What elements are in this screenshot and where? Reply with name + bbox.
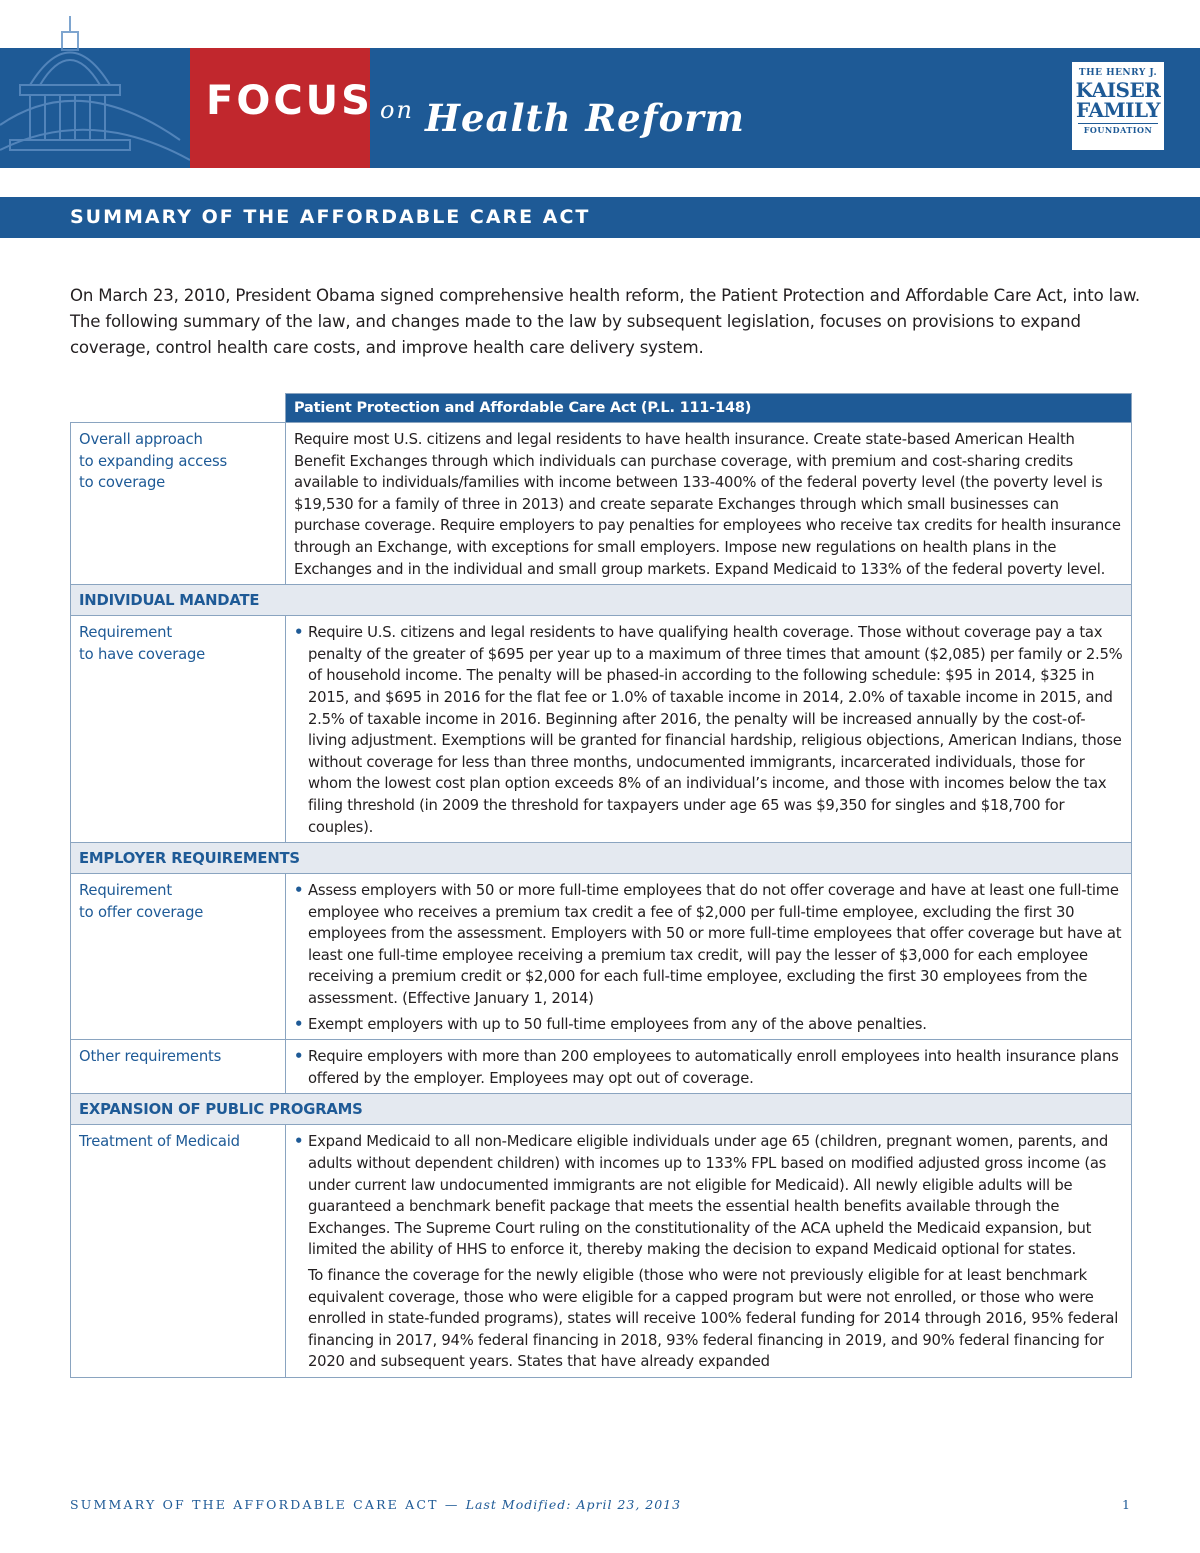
capitol-dome-icon [0, 10, 190, 168]
list-item [294, 1131, 1123, 1261]
header-banner [0, 0, 1200, 170]
row-label-overall: Overall approach to expanding access to coverage [71, 423, 286, 585]
intro-paragraph: On March 23, 2010, President Obama signed comprehensive health reform, the Patient Protection and Affordable Care Act, into law. The following summary of the law, and changes made to the law by subsequent legislation, focuses on provisions to expand coverage, control health care costs, and improve health care delivery system. [70, 286, 1140, 357]
logo-line-2: KAISER [1075, 78, 1161, 102]
bullet-icon: • [294, 624, 304, 642]
list-item [294, 1046, 1123, 1089]
logo-line-1: THE HENRY J. [1078, 68, 1158, 78]
section-public-programs [71, 1094, 1132, 1125]
list-item [294, 622, 1123, 838]
table-row-overall [71, 423, 1132, 585]
row-label-employer-other: Other requirements [71, 1040, 286, 1094]
document-title: SUMMARY OF THE AFFORDABLE CARE ACT [70, 206, 591, 228]
bullet-icon: • [294, 882, 304, 900]
list-item [294, 1014, 1123, 1036]
section-heading: EXPANSION OF PUBLIC PROGRAMS [71, 1094, 1132, 1125]
bullet-icon: • [294, 1015, 304, 1033]
health-reform-wordmark: Health Reform [425, 96, 745, 140]
row-text-employer-other [286, 1040, 1132, 1094]
provisions-table [70, 393, 1132, 1378]
footer-last-modified: Last Modified: April 23, 2013 [465, 1497, 682, 1512]
section-employer-requirements [71, 843, 1132, 874]
table-row-employer-other [71, 1040, 1132, 1094]
list-item-text: Assess employers with 50 or more full-time employees that do not offer coverage and have at least one full-time employee who receives a premium tax credit a fee of $2,000 per full-time employee, excluding the first 30 employees from the assessment. Employers with 50 or more full-time employees that offer coverage but have at least one full-time employee receiving a premium tax credit, will pay the lesser of $3,000 for each employee receiving a premium credit or $2,000 for each full-time employee, excluding the first 30 employees from the assessment. (Effective January 1, 2014) [308, 882, 1122, 1008]
medicaid-financing-paragraph: To finance the coverage for the newly eligible (those who were not previously eligible for at least benchmark equivalent coverage, those who were eligible for a capped program but were not enrolled, or those who were enrolled in state-funded programs), states will receive 100% federal funding for 2014 through 2016, 95% federal financing in 2017, 94% federal financing in 2018, 93% federal financing in 2019, and 90% federal financing for 2020 and subsequent years. States that have already expanded [308, 1267, 1119, 1371]
list-item-text: Require employers with more than 200 employees to automatically enroll employees into health insurance plans offered by the employer. Employees may opt out of coverage. [308, 1048, 1119, 1087]
page-footer [70, 1497, 681, 1512]
table-header-blank [71, 394, 286, 423]
row-text-medicaid [286, 1125, 1132, 1378]
row-text-overall: Require most U.S. citizens and legal residents to have health insurance. Create state-based American Health Benefit Exchanges through which individuals can purchase coverage, with premium and cost-sharing credits available to individuals/families with income between 133-400% of the federal poverty level (the poverty level is $19,530 for a family of three in 2013) and create separate Exchanges through which small businesses can purchase coverage. Require employers to pay penalties for employees who receive tax credits for health insurance through an Exchange, with exceptions for small employers. Impose new regulations on health plans in the Exchanges and in the individual and small group markets. Expand Medicaid to 133% of the federal poverty level. [286, 423, 1132, 585]
list-item-text: Require U.S. citizens and legal residents to have qualifying health coverage. Those without coverage pay a tax penalty of the greater of $695 per year up to a maximum of three times that amount ($2,085) per family or 2.5% of household income. The penalty will be phased-in according to the following schedule: $95 in 2014, $325 in 2015, and $695 in 2016 for the flat fee or 1.0% of taxable income in 2014, 2.0% of taxable income in 2015, and 2.5% of taxable income in 2016. Beginning after 2016, the penalty will be increased annually by the cost-of-living adjustment. Exemptions will be granted for financial hardship, religious objections, American Indians, those without coverage for less than three months, undocumented immigrants, incarcerated individuals, those for whom the lowest cost plan option exceeds 8% of an individual’s income, and those with incomes below the tax filing threshold (in 2009 the threshold for taxpayers under age 65 was $9,350 for singles and $18,700 for couples). [308, 624, 1123, 836]
list-item [294, 880, 1123, 1010]
row-label-individual: Requirement to have coverage [71, 616, 286, 843]
table-header-row [71, 394, 1132, 423]
focus-wordmark: FOCUS [206, 78, 373, 124]
row-text-employer-offer [286, 874, 1132, 1040]
logo-line-4: FOUNDATION [1078, 123, 1158, 134]
bullet-icon: • [294, 1133, 304, 1151]
list-item-text: Exempt employers with up to 50 full-time employees from any of the above penalties. [308, 1015, 927, 1033]
bullet-icon: • [294, 1048, 304, 1066]
section-individual-mandate [71, 585, 1132, 616]
on-wordmark: on [380, 96, 414, 124]
row-text-individual [286, 616, 1132, 843]
table-row-individual [71, 616, 1132, 843]
section-heading: INDIVIDUAL MANDATE [71, 585, 1132, 616]
table-row-employer-offer [71, 874, 1132, 1040]
kaiser-family-foundation-logo [1072, 62, 1164, 150]
footer-separator: — [438, 1497, 466, 1512]
section-heading: EMPLOYER REQUIREMENTS [71, 843, 1132, 874]
row-label-medicaid: Treatment of Medicaid [71, 1125, 286, 1378]
footer-doc-title: SUMMARY OF THE AFFORDABLE CARE ACT [70, 1497, 439, 1512]
row-label-employer-offer: Requirement to offer coverage [71, 874, 286, 1040]
page-number: 1 [1122, 1497, 1130, 1512]
logo-line-3: FAMILY [1075, 98, 1161, 122]
table-header-title: Patient Protection and Affordable Care Act (P.L. 111-148) [286, 394, 1132, 423]
list-item-text: Expand Medicaid to all non-Medicare eligible individuals under age 65 (children, pregnant women, parents, and adults without dependent children) with incomes up to 133% FPL based on modified adjusted gross income (as under current law undocumented immigrants are not eligible for Medicaid). All newly eligible adults will be guaranteed a benchmark benefit package that meets the essential health benefits available through the Exchanges. The Supreme Court ruling on the constitutionality of the ACA upheld the Medicaid expansion, but limited the ability of HHS to enforce it, thereby making the decision to expand Medicaid optional for states. [308, 1133, 1109, 1259]
document-title-bar [0, 197, 1200, 238]
table-row-medicaid [71, 1125, 1132, 1378]
